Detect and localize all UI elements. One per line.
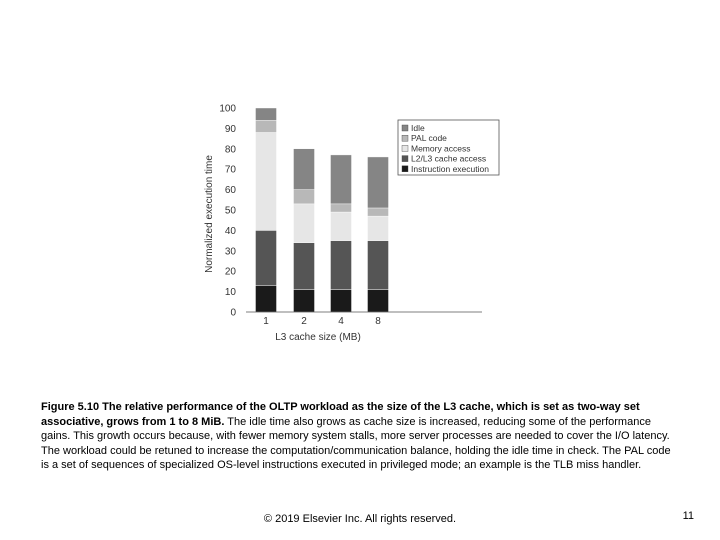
bar-segment	[294, 190, 315, 204]
bar-segment	[368, 216, 389, 240]
bar-segment	[368, 157, 389, 208]
figure-caption	[41, 400, 679, 473]
bar-segment	[256, 132, 277, 230]
legend-swatch	[402, 156, 408, 162]
y-tick-label: 40	[224, 225, 236, 237]
y-tick-label: 10	[224, 287, 236, 299]
caption-title: Figure 5.10 The relative performance of the OLTP workload as the size of the L3 cache, which is set as two-way set associative, grows from 1 to 8 MiB.	[41, 401, 640, 428]
legend-label: Idle	[411, 123, 425, 133]
x-axis-title: L3 cache size (MB)	[275, 332, 361, 343]
bar-segment	[331, 204, 352, 212]
x-tick-labels	[263, 316, 381, 327]
legend-swatch	[402, 125, 408, 131]
legend-swatch	[402, 166, 408, 172]
chart-legend	[398, 120, 499, 175]
y-tick-label: 50	[224, 205, 236, 217]
legend-label: Instruction execution	[411, 163, 489, 174]
y-tick-label: 20	[224, 266, 236, 278]
bar-segment	[331, 290, 352, 312]
y-tick-label: 30	[224, 246, 236, 258]
bar-segment	[331, 212, 352, 241]
bar-segment	[331, 155, 352, 204]
legend-swatch	[402, 135, 408, 141]
bar-segment	[256, 120, 277, 132]
y-tick-label: 90	[224, 123, 236, 135]
caption-body: The idle time also grows as cache size is increased, reducing some of the performance gains. This growth occurs because, with fewer memory system stalls, more server processes are needed to cover the I/O latency. The workload could be retuned to increase the computation/communication balance, holding the idle time in check. The PAL code is a set of sequences of specialized OS-level instructions executed in privileged mode; an example is the TLB miss handler.	[41, 415, 671, 472]
bar-segment	[368, 241, 389, 290]
bar-segment	[368, 290, 389, 312]
legend-label: L2/L3 cache access	[411, 153, 487, 164]
bar-segment	[368, 208, 389, 216]
x-tick-label: 1	[263, 316, 269, 327]
y-axis-title: Normalized execution time	[204, 155, 215, 273]
bar-layer	[256, 108, 389, 312]
y-tick-labels	[219, 104, 236, 319]
y-tick-label: 100	[219, 103, 236, 115]
bar-segment	[256, 108, 277, 120]
y-tick-label: 80	[224, 144, 236, 156]
y-tick-label: 0	[230, 307, 236, 319]
bar-segment	[256, 230, 277, 285]
legend-label: PAL code	[411, 133, 447, 144]
bar-segment	[331, 241, 352, 290]
bar-segment	[294, 149, 315, 190]
bar-segment	[256, 285, 277, 312]
legend-swatch	[402, 145, 408, 151]
bar-segment	[294, 290, 315, 312]
legend-label: Memory access	[411, 143, 471, 154]
page-number: 11	[682, 510, 694, 522]
bar-segment	[294, 204, 315, 243]
y-tick-label: 60	[224, 185, 236, 197]
x-tick-label: 2	[301, 316, 307, 327]
y-tick-label: 70	[224, 164, 236, 176]
copyright-notice: © 2019 Elsevier Inc. All rights reserved.	[263, 513, 457, 525]
bar-segment	[294, 243, 315, 290]
x-tick-label: 8	[375, 316, 381, 327]
x-tick-label: 4	[338, 316, 344, 327]
